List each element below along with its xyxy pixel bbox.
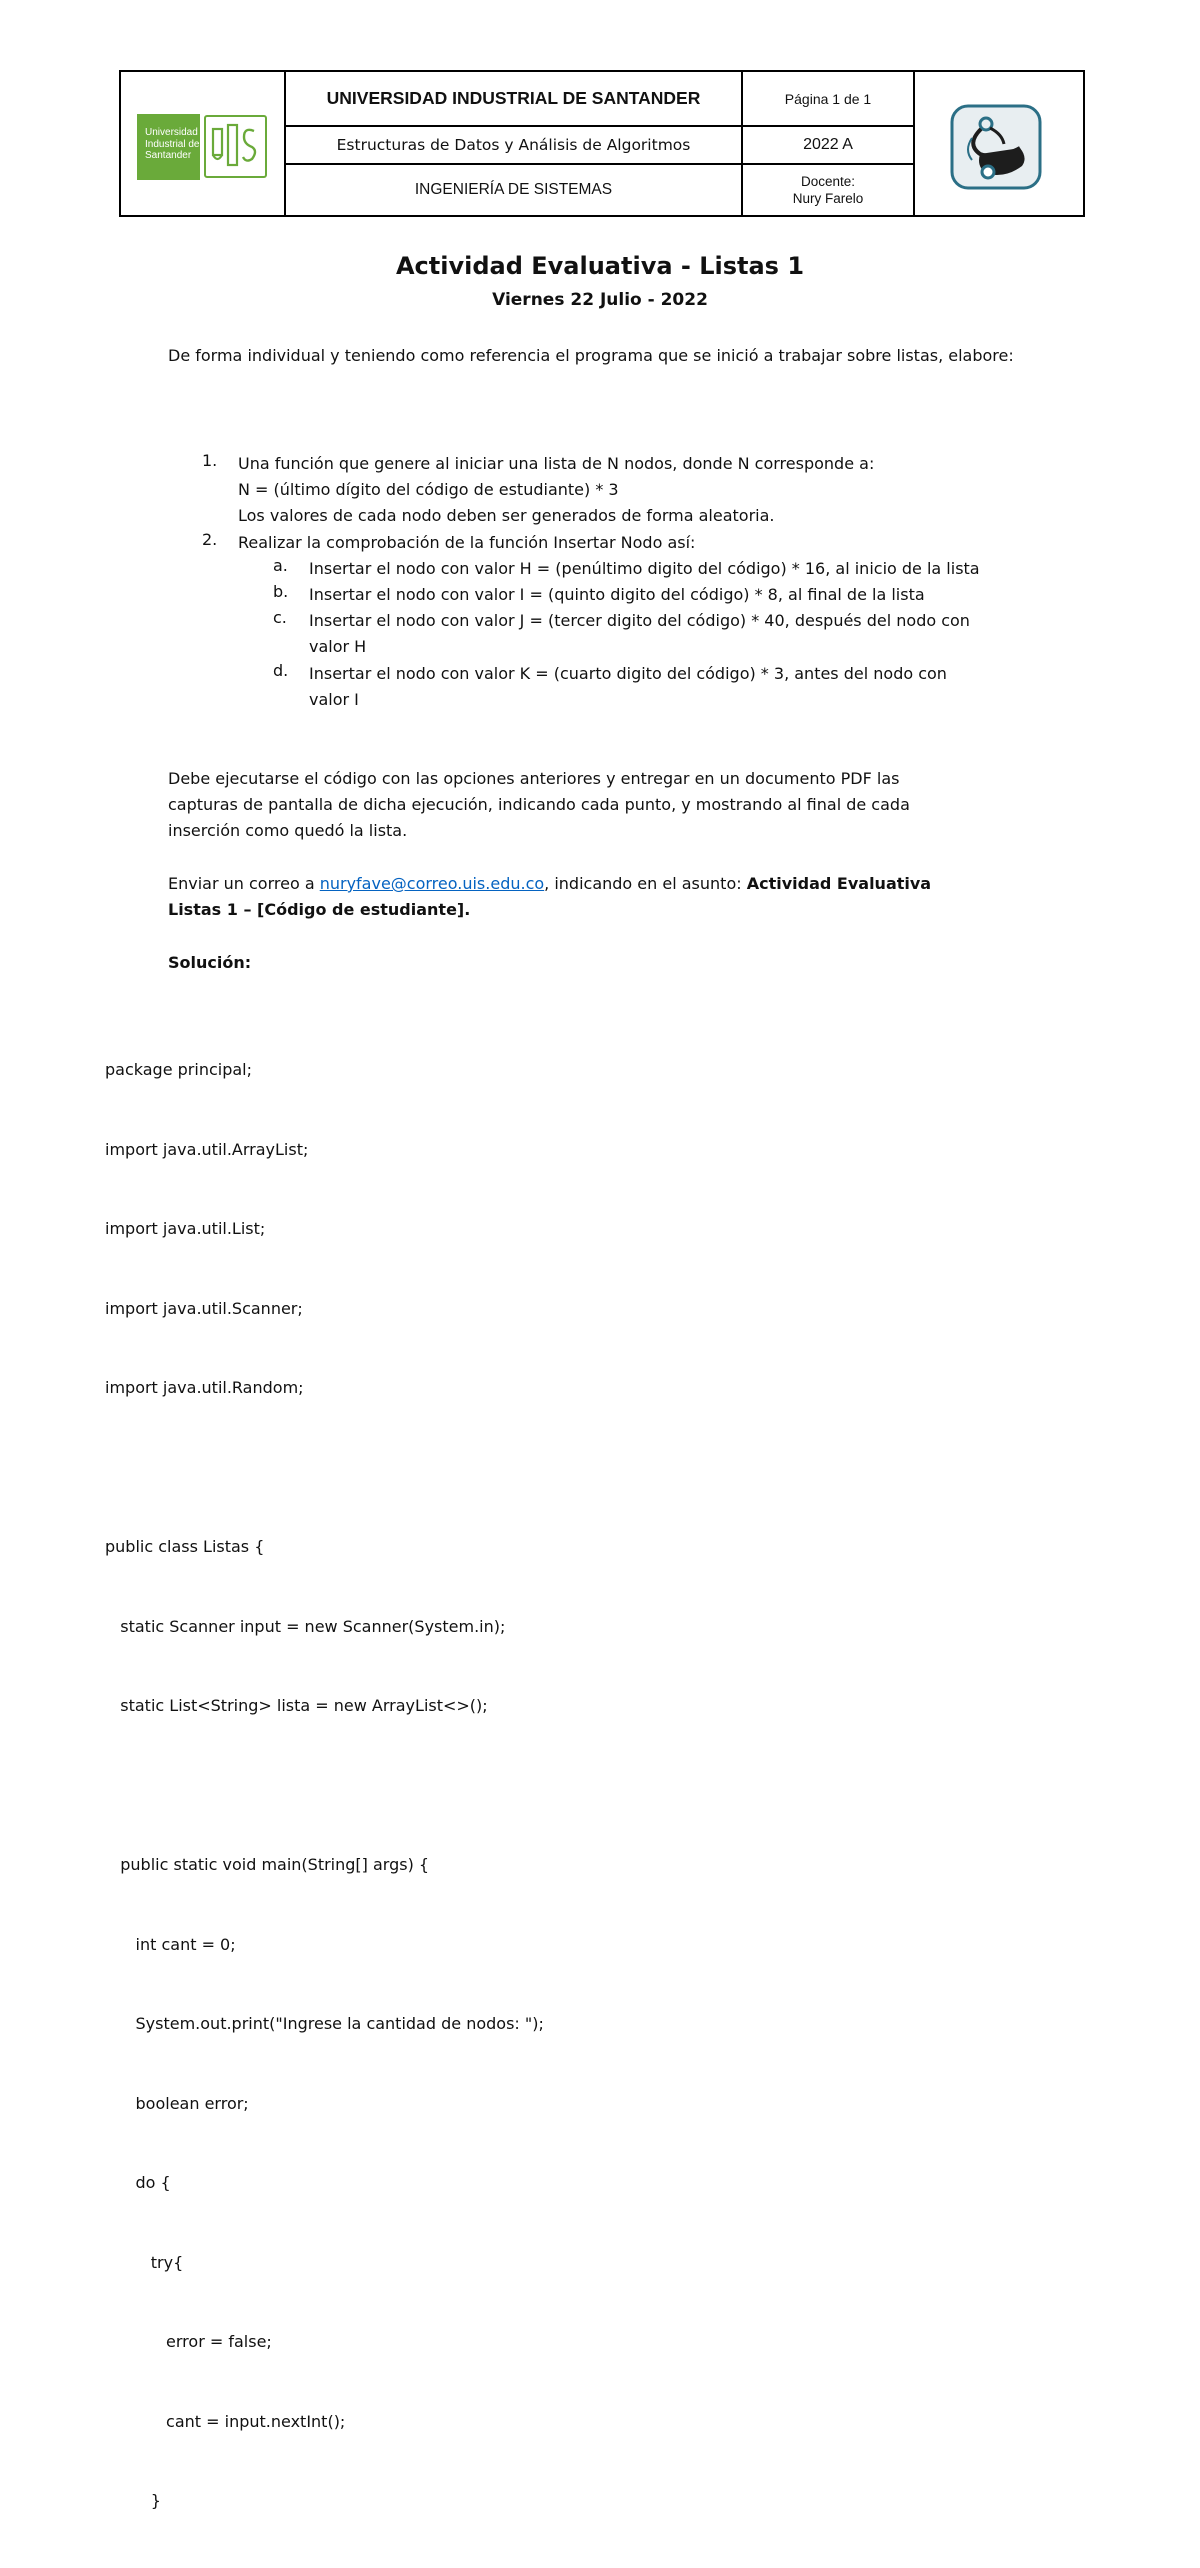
code-line: cant = input.nextInt(); [105,2411,346,2431]
code-line: do { [105,2173,171,2192]
subitem-letter: c. [273,608,287,627]
code-block [105,1004,1105,2568]
academic-period: 2022 A [803,136,853,153]
teacher-info [743,165,913,215]
code-line: boolean error; [105,2093,249,2113]
uis-logo-text: Universidad Industrial de Santander [137,114,200,180]
code-line: import java.util.ArrayList; [105,1139,309,1159]
email-instruction: Enviar un correo a nuryfave@correo.uis.edu.co, indicando en el asunto: Actividad Evaluativa [168,874,932,893]
intro-paragraph: De forma individual y teniendo como referencia el programa que se inició a trabajar sobre listas, elabore: [168,346,1014,365]
subitem-line: valor H [309,637,367,656]
subitem-line: Insertar el nodo con valor J = (tercer digito del código) * 40, después del nodo con [309,611,970,630]
subitem-line: Insertar el nodo con valor H = (penúltimo digito del código) * 16, al inicio de la lista [309,559,980,578]
list-item-line: N = (último dígito del código de estudiante) * 3 [238,480,619,499]
item-number: 2. [202,530,218,549]
code-line: try{ [105,2252,184,2272]
solution-label: Solución: [168,953,252,972]
systems-engineering-logo-icon [950,104,1042,190]
subitem-letter: a. [273,556,288,575]
subitem-letter: d. [273,661,289,680]
subitem-letter: b. [273,582,289,601]
code-line [105,1773,1105,1800]
document-date: Viernes 22 Julio - 2022 [492,290,708,310]
email-subject: Actividad Evaluativa [746,874,932,893]
code-line: } [105,2491,161,2510]
code-line: package principal; [105,1060,252,1079]
code-line: public static void main(String[] args) { [105,1855,430,1874]
document-title: Actividad Evaluativa - Listas 1 [395,252,805,280]
code-line: static List<String> lista = new ArrayList<>(); [105,1696,488,1715]
list-item-line: Una función que genere al iniciar una lista de N nodos, donde N corresponde a: [238,454,875,473]
list-item-line: Los valores de cada nodo deben ser generados de forma aleatoria. [238,506,775,525]
code-line: import java.util.List; [105,1219,266,1238]
program-name: INGENIERÍA DE SISTEMAS [414,181,613,198]
code-line: System.out.print("Ingrese la cantidad de nodos: "); [105,2014,544,2033]
code-line: static Scanner input = new Scanner(System.in); [105,1616,506,1636]
uis-monogram-icon [204,115,267,178]
code-line: int cant = 0; [105,1934,236,1954]
code-line [105,1455,1105,1482]
code-line: import java.util.Scanner; [105,1298,303,1318]
teacher-label: Docente: [800,174,856,189]
email-link[interactable]: nuryfave@correo.uis.edu.co [319,874,545,893]
item-number: 1. [202,451,218,470]
subitem-line: valor I [309,690,359,709]
subitem-line: Insertar el nodo con valor K = (cuarto digito del código) * 3, antes del nodo con [309,664,947,683]
code-line: public class Listas { [105,1537,265,1556]
course-name: Estructuras de Datos y Análisis de Algoritmos [336,136,691,154]
subitem-line: Insertar el nodo con valor I = (quinto digito del código) * 8, al final de la lista [309,585,925,604]
delivery-line: inserción como quedó la lista. [168,821,408,840]
university-name: UNIVERSIDAD INDUSTRIAL DE SANTANDER [326,88,701,108]
list-item-line: Realizar la comprobación de la función Insertar Nodo así: [238,533,696,552]
page-number: Página 1 de 1 [784,90,872,107]
delivery-line: capturas de pantalla de dicha ejecución, indicando cada punto, y mostrando al final de cada [168,795,910,814]
teacher-name: Nury Farelo [792,191,864,206]
uis-logo [137,114,268,180]
email-subject-continued: Listas 1 – [Código de estudiante]. [168,900,471,919]
delivery-line: Debe ejecutarse el código con las opciones anteriores y entregar en un documento PDF las [168,769,900,788]
code-line: import java.util.Random; [105,1378,304,1397]
code-line: error = false; [105,2332,272,2351]
